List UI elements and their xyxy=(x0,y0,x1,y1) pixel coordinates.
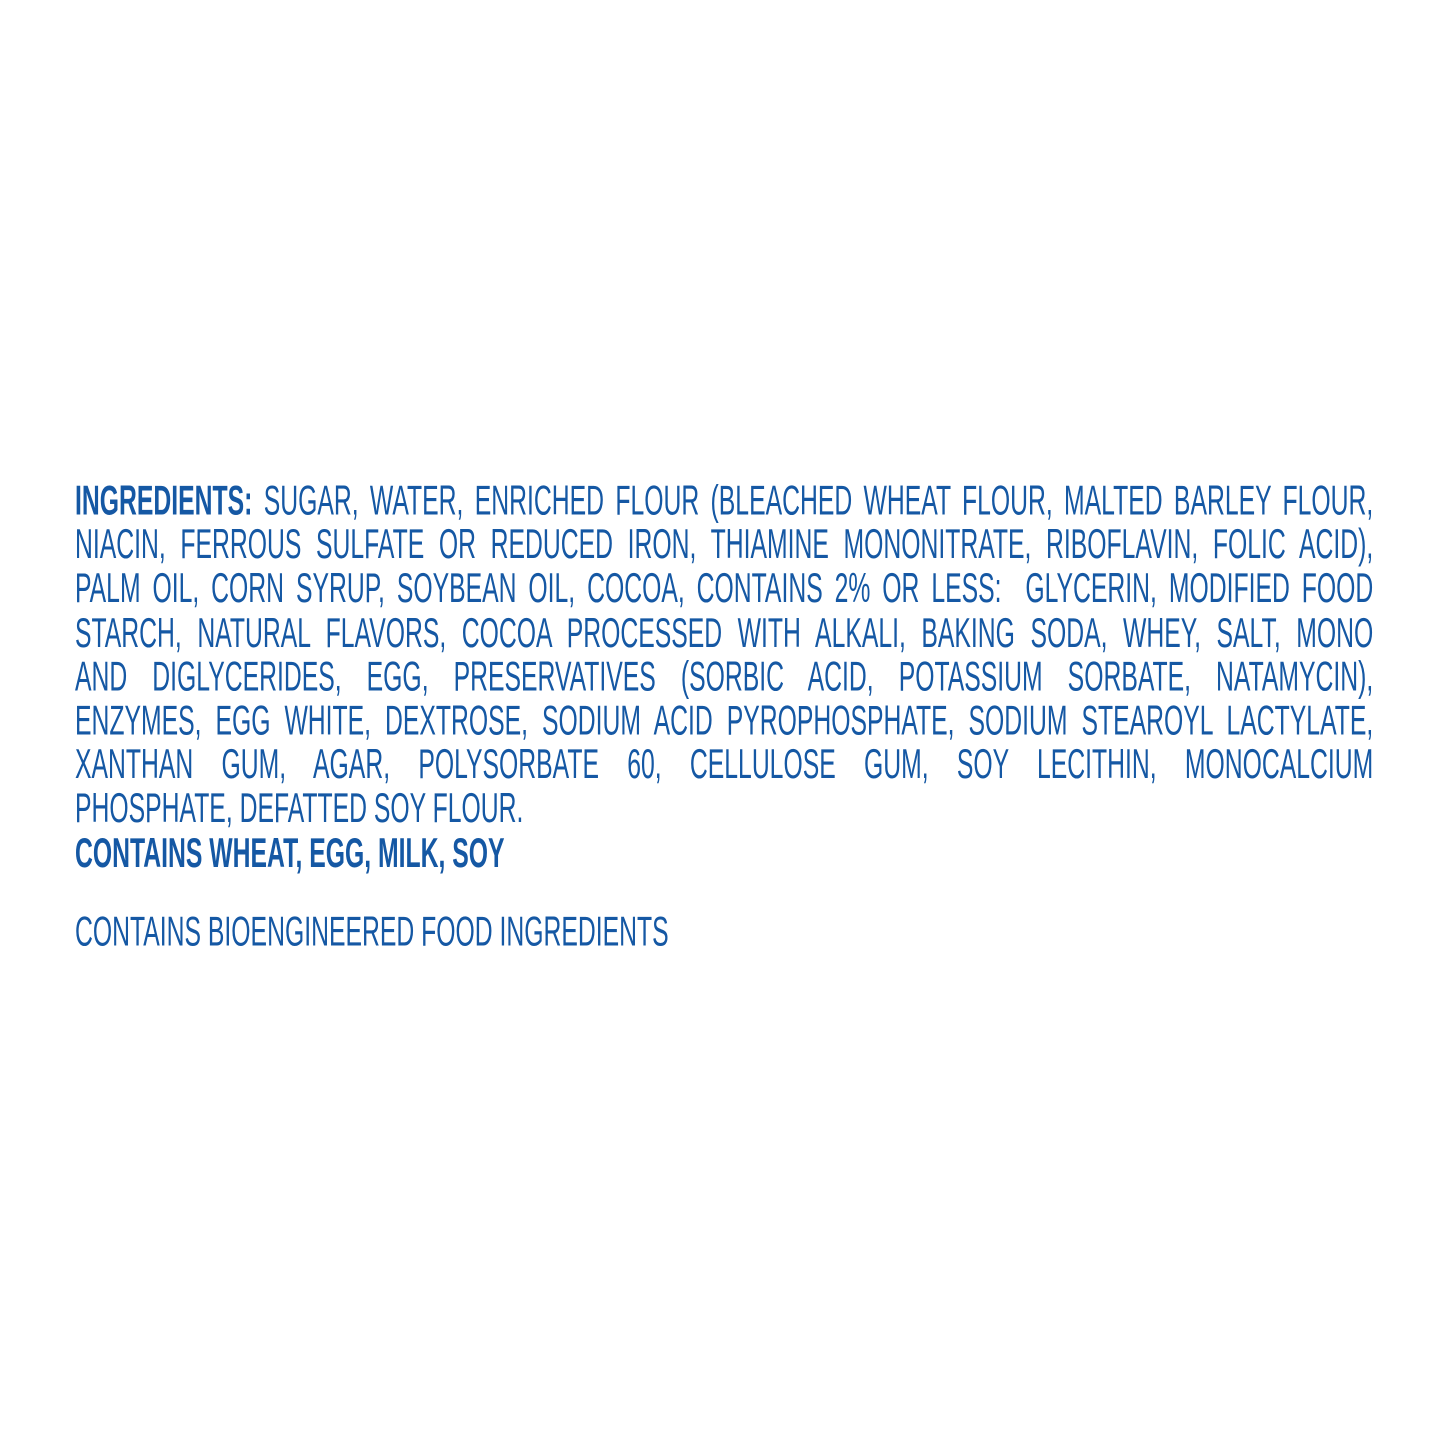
bioengineered-statement: CONTAINS BIOENGINEERED FOOD INGREDIENTS xyxy=(75,907,669,955)
ingredients-heading: INGREDIENTS: xyxy=(75,476,253,523)
ingredients-line: XANTHAN GUM, AGAR, POLYSORBATE 60, CELLULOSE GUM, SOY LECITHIN, MONOCALCIUM xyxy=(75,740,1374,788)
ingredients-line: NIACIN, FERROUS SULFATE OR REDUCED IRON, THIAMINE MONONITRATE, RIBOFLAVIN, FOLIC ACID), xyxy=(75,520,1374,568)
ingredients-line: PALM OIL, CORN SYRUP, SOYBEAN OIL, COCOA, CONTAINS 2% OR LESS: GLYCERIN, MODIFIED FOOD xyxy=(75,564,1374,612)
ingredients-line: AND DIGLYCERIDES, EGG, PRESERVATIVES (SORBIC ACID, POTASSIUM SORBATE, NATAMYCIN), xyxy=(75,652,1374,700)
ingredients-line xyxy=(75,478,1373,522)
ingredients-line-text: SUGAR, WATER, ENRICHED FLOUR (BLEACHED WHEAT FLOUR, MALTED BARLEY FLOUR, xyxy=(252,476,1374,523)
ingredients-line: STARCH, NATURAL FLAVORS, COCOA PROCESSED WITH ALKALI, BAKING SODA, WHEY, SALT, MONO xyxy=(75,608,1374,656)
ingredients-line: PHOSPHATE, DEFATTED SOY FLOUR. xyxy=(75,784,524,832)
label-text-block xyxy=(75,478,1373,953)
ingredients-line: ENZYMES, EGG WHITE, DEXTROSE, SODIUM ACID PYROPHOSPHATE, SODIUM STEAROYL LACTYLATE, xyxy=(75,696,1374,744)
allergen-statement: CONTAINS WHEAT, EGG, MILK, SOY xyxy=(75,828,505,876)
